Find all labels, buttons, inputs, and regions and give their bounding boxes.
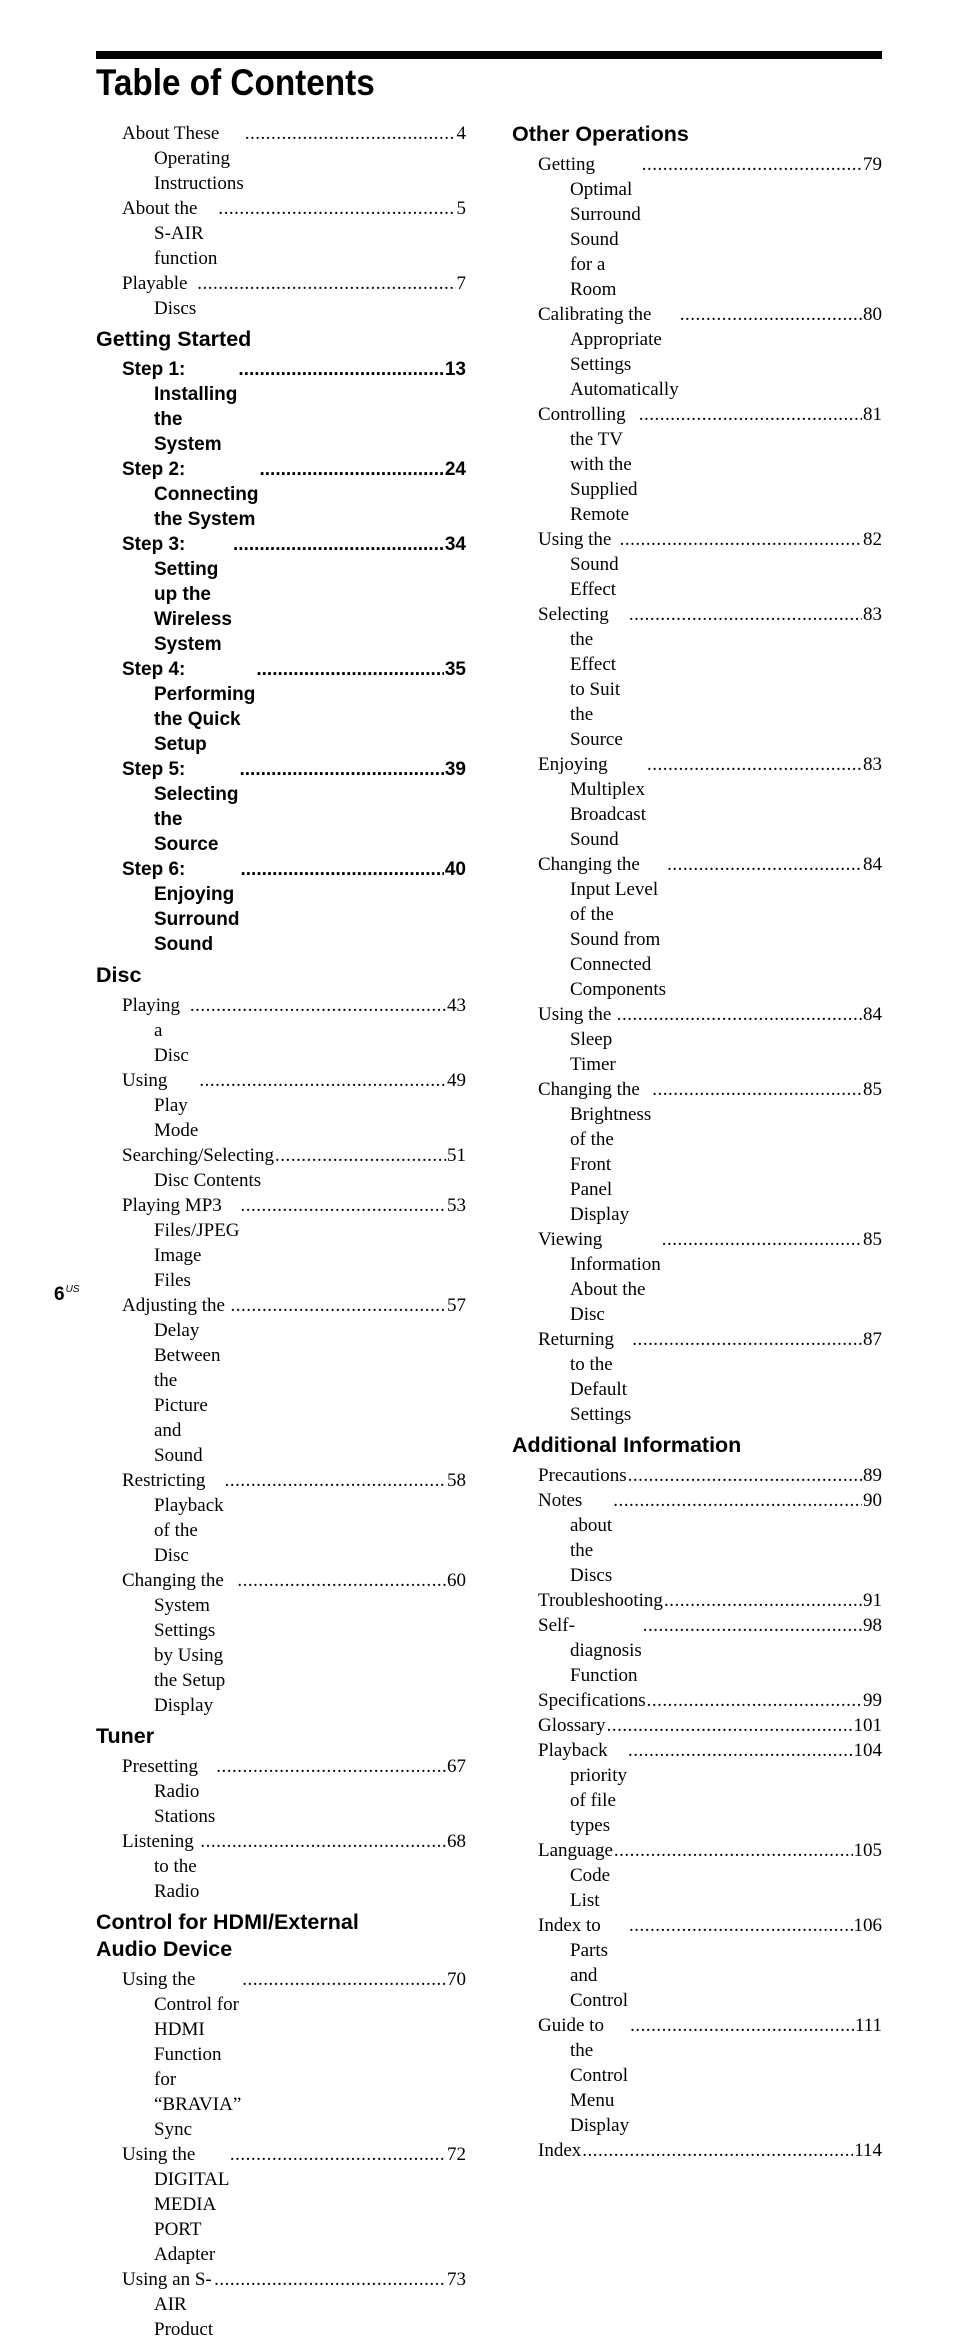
toc-leader-dots [218,196,455,221]
toc-leader-dots [643,1613,862,1638]
toc-entry[interactable] [96,1829,466,1904]
toc-leader-dots [632,1327,862,1352]
toc-entry-page: 49 [447,1070,466,1091]
toc-entry[interactable] [512,2013,882,2138]
toc-leader-dots [230,2142,446,2167]
toc-entry[interactable] [96,1967,466,2142]
toc-entry[interactable] [96,457,466,532]
toc-entry-title: Restricting Playback of the Disc [122,1470,224,1566]
toc-section-control [96,1909,466,2342]
toc-entry-title: Playable Discs [122,273,197,319]
toc-entry-title: Using Play Mode [122,1070,199,1141]
toc-entry-title: Step 5: Selecting the Source [122,759,239,855]
toc-entry-page: 40 [444,859,466,880]
toc-entry[interactable] [96,1068,466,1143]
toc-entry-title: Notes about the Discs [538,1490,613,1586]
toc-leader-dots [256,657,444,682]
toc-leader-dots [242,1967,446,1992]
toc-entry-page: 84 [863,1004,882,1025]
toc-leader-dots [614,1838,853,1863]
toc-column-right [512,121,882,2168]
toc-entry-title: Step 6: Enjoying Surround Sound [122,859,240,955]
toc-list [96,1967,466,2342]
toc-entry[interactable] [512,1838,882,1913]
toc-list [96,357,466,957]
toc-leader-dots [662,1227,862,1252]
toc-entry-page: 35 [444,659,466,680]
toc-entry[interactable] [96,993,466,1068]
toc-leader-dots [617,1002,862,1027]
toc-leader-dots [225,1468,446,1493]
toc-entry-page: 83 [863,604,882,625]
toc-entry[interactable] [96,121,466,196]
toc-entry-title: Controlling the TV with the Supplied Remote [538,404,638,525]
toc-entry[interactable] [512,302,882,402]
toc-entry-title: Step 4: Performing the Quick Setup [122,659,256,755]
toc-entry-title: Using the Sound Effect [538,529,619,600]
toc-entry-title: Searching/Selecting Disc Contents [122,1145,274,1191]
toc-entry-page: 51 [447,1145,466,1166]
toc-entry[interactable] [96,757,466,857]
toc-entry-page: 39 [444,759,466,780]
toc-entry-title: Presetting Radio Stations [122,1756,216,1827]
toc-entry-page: 67 [447,1756,466,1777]
toc-list [96,1754,466,1904]
toc-leader-dots [629,602,862,627]
toc-entry-title: About the S-AIR function [122,198,218,269]
toc-leader-dots [216,1754,446,1779]
toc-leader-dots [639,402,862,427]
toc-entry-page: 85 [863,1079,882,1100]
toc-entry[interactable] [512,602,882,752]
section-heading-line: Control for HDMI/External [96,1910,359,1934]
toc-entry-page: 104 [853,1740,882,1761]
toc-leader-dots [241,1193,446,1218]
toc-entry-page: 90 [863,1490,882,1511]
toc-entry-page: 101 [853,1715,882,1736]
toc-entry-title: Using the Control for HDMI Function for “BRAVIA” Sync [122,1969,242,2140]
toc-section-getting-started [96,326,466,957]
toc-entry[interactable] [512,1077,882,1227]
toc-leader-dots [233,532,444,557]
toc-entry-title: Changing the System Settings by Using the Setup Display [122,1570,226,1716]
toc-entry[interactable] [96,271,466,321]
toc-entry[interactable] [96,857,466,957]
toc-entry[interactable] [512,852,882,1002]
toc-entry-page: 98 [863,1615,882,1636]
toc-entry-page: 5 [456,198,466,219]
toc-leader-dots [245,121,456,146]
toc-entry-page: 79 [863,154,882,175]
toc-leader-dots [200,1829,446,1854]
toc-entry[interactable] [512,152,882,302]
toc-entry-title: Index to Parts and Control [538,1915,629,2011]
toc-entry[interactable] [512,527,882,602]
toc-leader-dots [238,357,443,382]
toc-leader-dots [630,2013,854,2038]
title-rule [96,51,882,59]
toc-leader-dots [628,1463,862,1488]
toc-entry-page: 58 [447,1470,466,1491]
toc-entry-page: 87 [863,1329,882,1350]
toc-intro-section [96,121,466,321]
toc-entry-page: 70 [447,1969,466,1990]
toc-leader-dots [664,1588,862,1613]
toc-entry-title: Step 1: Installing the System [122,359,238,455]
toc-leader-dots [582,2138,853,2163]
toc-entry[interactable] [512,1738,882,1838]
toc-entry[interactable] [96,657,466,757]
toc-entry-page: 13 [444,359,466,380]
toc-entry-page: 60 [447,1570,466,1591]
toc-entry-title: Step 2: Connecting the System [122,459,259,530]
toc-entry-page: 105 [853,1840,882,1861]
toc-leader-dots [629,1913,852,1938]
toc-entry-page: 83 [863,754,882,775]
page-number [54,1284,79,1309]
toc-entry-title: Step 3: Setting up the Wireless System [122,534,232,655]
region-code: US [65,1284,80,1295]
toc-entry-page: 99 [863,1690,882,1711]
toc-entry-page: 85 [863,1229,882,1250]
toc-entry-title: Language Code List [538,1840,613,1911]
toc-entry[interactable] [512,1227,882,1327]
toc-entry-title: Glossary [538,1715,606,1736]
toc-section-additional-information [512,1432,882,2163]
page-title: Table of Contents [96,62,375,103]
toc-leader-dots [231,1293,446,1318]
toc-section-other-operations [512,121,882,1427]
toc-leader-dots [239,757,443,782]
toc-entry-title: Listening to the Radio [122,1831,200,1902]
toc-entry-title: Changing the Input Level of the Sound from Connected Components [538,854,667,1000]
toc-entry[interactable] [96,2267,466,2342]
toc-entry[interactable] [512,1713,882,1738]
toc-entry-page: 89 [863,1465,882,1486]
toc-entry[interactable] [512,1913,882,2013]
toc-leader-dots [199,1068,446,1093]
toc-entry[interactable] [96,2142,466,2267]
toc-entry-title: Getting Optimal Surround Sound for a Room [538,154,641,300]
section-heading: Tuner [96,1724,155,1748]
page-number-value: 6 [54,1284,65,1305]
toc-entry[interactable] [512,1327,882,1427]
toc-leader-dots [607,1713,853,1738]
section-heading [96,1909,466,1963]
toc-entry-page: 7 [456,273,466,294]
section-heading: Other Operations [512,122,689,146]
toc-entry-page: 106 [853,1915,882,1936]
toc-entry-title: Returning to the Default Settings [538,1329,632,1425]
toc-leader-dots [667,852,862,877]
toc-entry-page: 114 [854,2140,882,2161]
toc-entry-title: Precautions [538,1465,627,1486]
toc-entry-title: Troubleshooting [538,1590,663,1611]
toc-leader-dots [652,1077,862,1102]
toc-list [96,993,466,1718]
toc-entry[interactable] [512,1613,882,1688]
toc-entry-title: Playing MP3 Files/JPEG Image Files [122,1195,240,1291]
toc-entry-page: 73 [447,2269,466,2290]
toc-entry-page: 68 [447,1831,466,1852]
toc-leader-dots [613,1488,862,1513]
toc-entry-title: Calibrating the Appropriate Settings Automatically [538,304,679,400]
toc-leader-dots [620,527,862,552]
toc-entry-page: 57 [447,1295,466,1316]
toc-leader-dots [190,993,446,1018]
toc-entry[interactable] [512,1002,882,1077]
toc-entry[interactable] [96,1468,466,1568]
toc-entry[interactable] [512,1588,882,1613]
toc-section-disc [96,962,466,1718]
toc-entry[interactable] [96,1193,466,1293]
toc-entry[interactable] [96,1568,466,1718]
toc-entry-title: Changing the Brightness of the Front Panel Display [538,1079,652,1225]
section-heading: Additional Information [512,1433,742,1457]
toc-section-tuner [96,1723,466,1904]
toc-entry-title: Using the Sleep Timer [538,1004,616,1075]
toc-entry-title: Enjoying Multiplex Broadcast Sound [538,754,646,850]
toc-leader-dots [241,857,444,882]
toc-list [512,1463,882,2163]
toc-entry-title: Self-diagnosis Function [538,1615,642,1686]
toc-entry-page: 53 [447,1195,466,1216]
toc-leader-dots [642,152,862,177]
toc-entry-page: 4 [456,123,466,144]
toc-entry-title: Selecting the Effect to Suit the Source [538,604,623,750]
toc-entry-page: 80 [863,304,882,325]
section-heading-line: Audio Device [96,1937,233,1961]
toc-leader-dots [647,1688,862,1713]
toc-leader-dots [237,1568,446,1593]
toc-entry-page: 34 [444,534,466,555]
toc-entry[interactable] [512,752,882,852]
toc-entry-page: 111 [854,2015,882,2036]
toc-entry[interactable] [512,1463,882,1488]
toc-leader-dots [214,2267,446,2292]
toc-entry-title: Playback priority of file types [538,1740,627,1836]
section-heading: Disc [96,963,142,987]
toc-entry-page: 72 [447,2144,466,2165]
toc-entry-page: 81 [863,404,882,425]
toc-entry-page: 91 [863,1590,882,1611]
toc-entry-title: Using the DIGITAL MEDIA PORT Adapter [122,2144,229,2265]
toc-entry[interactable] [512,2138,882,2163]
toc-leader-dots [275,1143,446,1168]
toc-entry[interactable] [96,196,466,271]
toc-entry-title: About These Operating Instructions [122,123,244,194]
toc-entry[interactable] [512,1488,882,1588]
toc-leader-dots [647,752,862,777]
toc-leader-dots [680,302,862,327]
toc-entry[interactable] [512,402,882,527]
toc-entry[interactable] [96,1754,466,1829]
toc-entry-title: Viewing Information About the Disc [538,1229,661,1325]
toc-list [512,152,882,1427]
toc-entry-page: 43 [447,995,466,1016]
toc-entry-title: Guide to the Control Menu Display [538,2015,630,2136]
toc-entry[interactable] [96,532,466,657]
toc-entry[interactable] [96,1143,466,1193]
toc-entry-title: Adjusting the Delay Between the Picture and Sound [122,1295,225,1466]
toc-column-left [96,121,466,2347]
toc-entry[interactable] [96,357,466,457]
toc-leader-dots [260,457,444,482]
toc-entry[interactable] [512,1688,882,1713]
toc-entry-title: Specifications [538,1690,646,1711]
toc-entry-page: 84 [863,854,882,875]
toc-entry-title: Playing a Disc [122,995,189,1066]
toc-entry-page: 82 [863,529,882,550]
toc-entry[interactable] [96,1293,466,1468]
toc-entry-title: Index [538,2140,582,2161]
toc-leader-dots [628,1738,853,1763]
toc-leader-dots [197,271,455,296]
toc-entry-title: Using an S-AIR Product [122,2269,214,2340]
section-heading: Getting Started [96,327,252,351]
toc-entry-page: 24 [444,459,466,480]
